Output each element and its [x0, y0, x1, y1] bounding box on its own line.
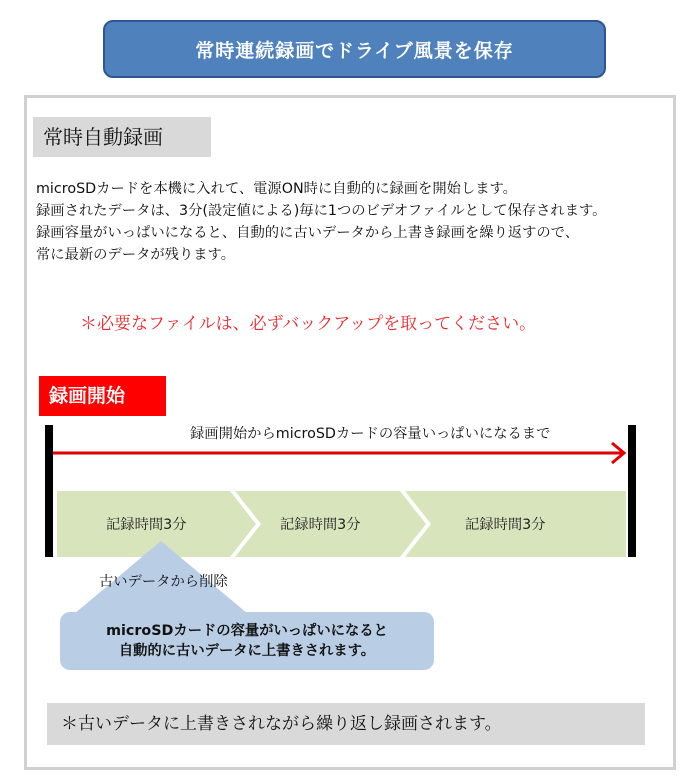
description-line: 録画されたデータは、3分(設定値による)毎に1つのビデオファイルとして保存されます。	[36, 203, 607, 219]
description-line: 常に最新のデータが残ります。	[36, 247, 236, 263]
recording-start-label: 録画開始	[39, 376, 166, 416]
delete-old-data-label: 古いデータから削除	[99, 574, 228, 590]
description-line: 録画容量がいっぱいになると、自動的に古いデータから上書き録画を繰り返すので、	[36, 225, 579, 241]
callout-line: 自動的に古いデータに上書きされます。	[118, 643, 376, 659]
callout-line: microSDカードの容量がいっぱいになると	[106, 623, 388, 639]
overwrite-callout	[60, 612, 434, 670]
span-label: 録画開始からmicroSDカードの容量いっぱいになるまで	[190, 426, 551, 442]
segment-label: 記録時間3分	[465, 517, 546, 533]
segment-label: 記録時間3分	[106, 517, 187, 533]
backup-warning: ＊必要なファイルは、必ずバックアップを取ってください。	[80, 314, 537, 334]
section-title: 常時自動録画	[33, 117, 211, 157]
description-line: microSDカードを本機に入れて、電源ON時に自動的に録画を開始します。	[36, 181, 517, 197]
segment-label: 記録時間3分	[280, 517, 361, 533]
page-banner: 常時連続録画でドライブ風景を保存	[103, 20, 606, 78]
footer-note: ＊古いデータに上書きされながら繰り返し録画されます。	[47, 703, 645, 745]
